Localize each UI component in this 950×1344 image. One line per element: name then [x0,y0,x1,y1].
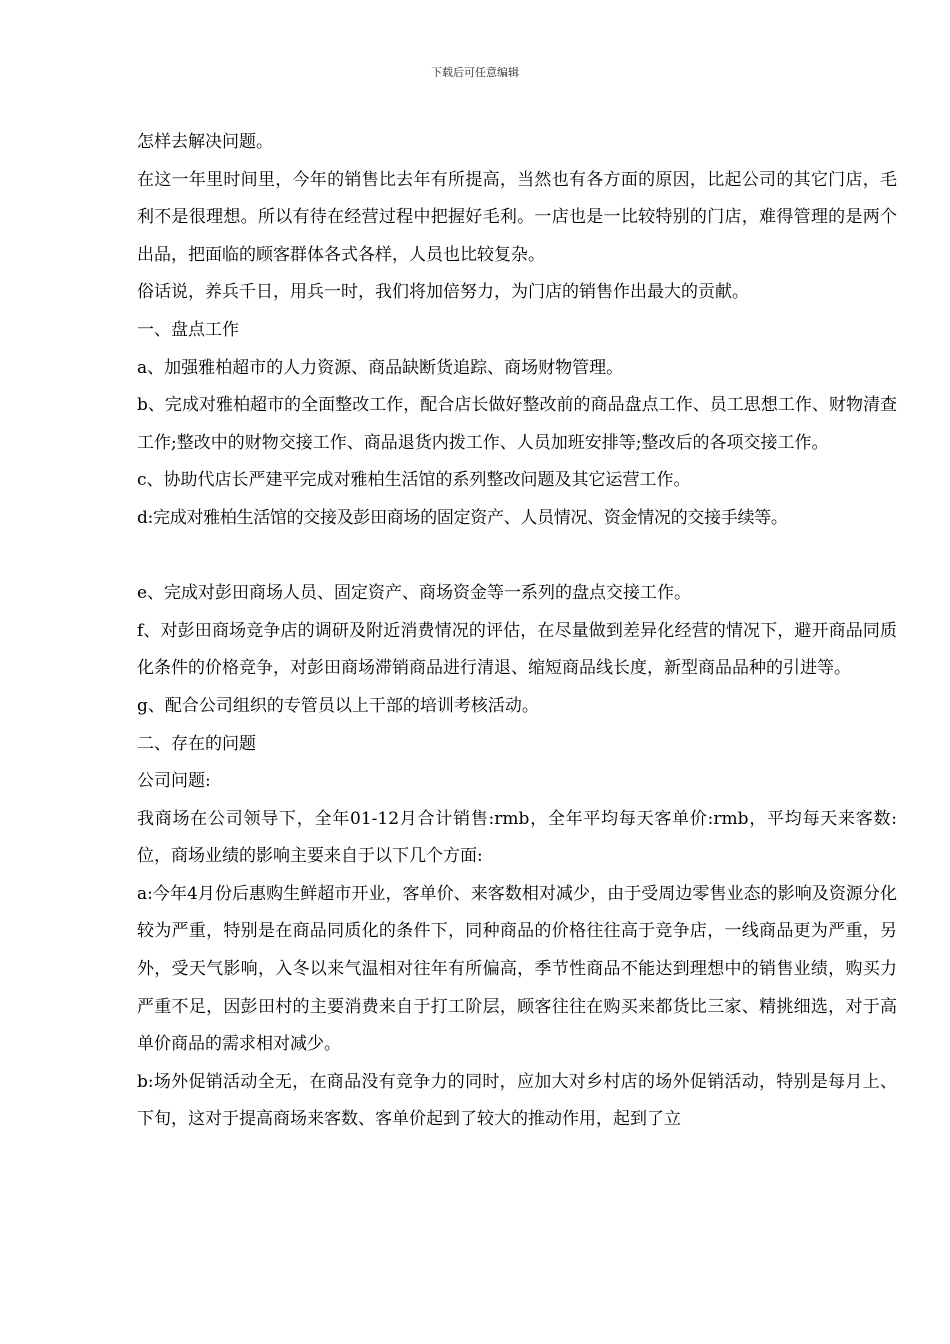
page-header: 下载后可任意编辑 [431,66,519,79]
paragraph: 在这一年里时间里，今年的销售比去年有所提高，当然也有各方面的原因，比起公司的其它门店，毛利不是很理想。所以有待在经营过程中把握好毛利。一店也是一比较特别的门店，难得管理的是两个出品，把面临的顾客群体各式各样，人员也比较复杂。 [137,169,897,265]
paragraph: a、加强雅柏超市的人力资源、商品缺断货追踪、商场财物管理。 [137,357,624,378]
paragraph: f、对彭田商场竞争店的调研及附近消费情况的评估，在尽量做到差异化经营的情况下，避开商品同质化条件的价格竞争，对彭田商场滞销商品进行清退、缩短商品线长度，新型商品品种的引进等。 [137,620,897,679]
blank-line [137,538,897,576]
paragraph: c、协助代店长严建平完成对雅柏生活馆的系列整改问题及其它运营工作。 [137,470,691,491]
paragraph: 怎样去解决问题。 [137,132,273,152]
section-heading: 一、盘点工作 [137,319,239,340]
document-body [137,124,897,1139]
paragraph: 俗话说，养兵千日，用兵一时，我们将加倍努力，为门店的销售作出最大的贡献。 [137,282,749,303]
paragraph: e、完成对彭田商场人员、固定资产、商场资金等一系列的盘点交接工作。 [137,583,692,604]
paragraph: g、配合公司组织的专管员以上干部的培训考核活动。 [137,695,539,716]
paragraph: 我商场在公司领导下，全年01-12月合计销售:rmb，全年平均每天客单价:rmb，平均每天来客数:位，商场业绩的影响主要来自于以下几个方面: [137,808,897,867]
paragraph: b、完成对雅柏超市的全面整改工作，配合店长做好整改前的商品盘点工作、员工思想工作、财物清查工作;整改中的财物交接工作、商品退货内拨工作、人员加班安排等;整改后的各项交接工作。 [137,395,897,453]
paragraph: b:场外促销活动全无，在商品没有竞争力的同时，应加大对乡村店的场外促销活动，特别是每月上、下旬，这对于提高商场来客数、客单价起到了较大的推动作用，起到了立 [137,1071,897,1130]
section-heading: 二、存在的问题 [137,733,256,754]
paragraph: d:完成对雅柏生活馆的交接及彭田商场的固定资产、人员情况、资金情况的交接手续等。 [137,507,788,528]
subheading: 公司问题: [137,771,211,792]
paragraph: a:今年4月份后惠购生鲜超市开业，客单价、来客数相对减少，由于受周边零售业态的影响及资源分化较为严重，特别是在商品同质化的条件下，同种商品的价格往往高于竞争店，一线商品更为严重，另外，受天气影响，入冬以来气温相对往年有所偏高，季节性商品不能达到理想中的销售业绩，购买力严重不足，因彭田村的主要消费来自于打工阶层，顾客往往在购买来都货比三家、精挑细选，对于高单价商品的需求相对减少。 [137,883,897,1055]
